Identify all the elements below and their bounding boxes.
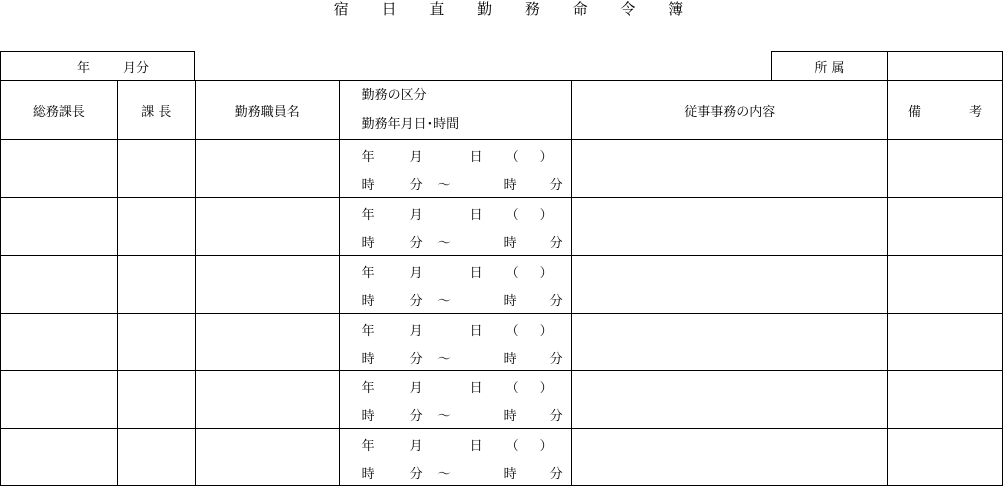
cell-duty-content[interactable] xyxy=(572,140,888,198)
dt-hour-start: 時 xyxy=(361,294,375,309)
dt-hour-end: 時 xyxy=(503,467,517,482)
header-section-chief: 課 長 xyxy=(117,81,195,140)
dt-hour-end: 時 xyxy=(503,236,517,251)
dt-paren-close: ） xyxy=(539,208,553,223)
dt-hour-end: 時 xyxy=(503,294,517,309)
header-staff-name: 勤務職員名 xyxy=(195,81,339,140)
affiliation-field[interactable] xyxy=(887,51,1003,81)
document-title: 宿 日 直 勤 務 命 令 簿 xyxy=(333,0,698,18)
dt-tilde: ～ xyxy=(437,294,451,309)
dt-paren-open: （ xyxy=(505,381,519,396)
dt-day: 日 xyxy=(469,324,483,339)
dt-tilde: ～ xyxy=(437,352,451,367)
cell-section-chief[interactable] xyxy=(117,198,195,256)
cell-duty-datetime[interactable] xyxy=(339,256,572,314)
dt-minute-start: 分 xyxy=(409,236,423,251)
dt-day: 日 xyxy=(469,381,483,396)
cell-section-chief[interactable] xyxy=(117,256,195,314)
dt-minute-start: 分 xyxy=(409,178,423,193)
table-row xyxy=(1,371,1003,429)
cell-section-chief[interactable] xyxy=(117,140,195,198)
cell-duty-content[interactable] xyxy=(572,198,888,256)
table-row xyxy=(1,198,1003,256)
table-row xyxy=(1,256,1003,314)
dt-month: 月 xyxy=(409,381,423,396)
cell-section-chief[interactable] xyxy=(117,429,195,486)
cell-duty-content[interactable] xyxy=(572,314,888,371)
dt-paren-close: ） xyxy=(539,439,553,454)
cell-staff-name[interactable] xyxy=(195,140,339,198)
dt-month: 月 xyxy=(409,439,423,454)
cell-remarks[interactable] xyxy=(888,140,1003,198)
header-duty xyxy=(339,81,572,140)
dt-hour-start: 時 xyxy=(361,236,375,251)
dt-minute-start: 分 xyxy=(409,294,423,309)
dt-month: 月 xyxy=(409,266,423,281)
dt-year: 年 xyxy=(361,381,375,396)
cell-duty-datetime[interactable] xyxy=(339,429,572,486)
cell-remarks[interactable] xyxy=(888,371,1003,429)
dt-paren-close: ） xyxy=(539,324,553,339)
dt-paren-close: ） xyxy=(539,150,553,165)
dt-paren-open: （ xyxy=(505,208,519,223)
cell-general-affairs-chief[interactable] xyxy=(1,256,118,314)
dt-day: 日 xyxy=(469,150,483,165)
cell-staff-name[interactable] xyxy=(195,429,339,486)
dt-hour-start: 時 xyxy=(361,178,375,193)
cell-duty-datetime[interactable] xyxy=(339,140,572,198)
header-duty-type: 勤務の区分 xyxy=(361,88,427,103)
month-label: 月分 xyxy=(123,60,150,76)
header-duty-content: 従事事務の内容 xyxy=(572,81,888,140)
dt-minute-end: 分 xyxy=(549,352,563,367)
dt-tilde: ～ xyxy=(437,409,451,424)
dt-minute-end: 分 xyxy=(549,236,563,251)
table-row xyxy=(1,314,1003,371)
header-general-affairs-chief: 総務課長 xyxy=(1,81,118,140)
table-row xyxy=(1,429,1003,486)
cell-staff-name[interactable] xyxy=(195,314,339,371)
table-row xyxy=(1,140,1003,198)
dt-paren-close: ） xyxy=(539,381,553,396)
header-row xyxy=(1,81,1003,140)
cell-general-affairs-chief[interactable] xyxy=(1,314,118,371)
dt-tilde: ～ xyxy=(437,236,451,251)
cell-remarks[interactable] xyxy=(888,429,1003,486)
cell-duty-content[interactable] xyxy=(572,429,888,486)
dt-month: 月 xyxy=(409,208,423,223)
cell-staff-name[interactable] xyxy=(195,371,339,429)
header-remarks xyxy=(888,81,1003,140)
dt-minute-end: 分 xyxy=(549,294,563,309)
dt-tilde: ～ xyxy=(437,178,451,193)
dt-year: 年 xyxy=(361,266,375,281)
cell-general-affairs-chief[interactable] xyxy=(1,371,118,429)
cell-duty-datetime[interactable] xyxy=(339,314,572,371)
cell-remarks[interactable] xyxy=(888,198,1003,256)
dt-tilde: ～ xyxy=(437,467,451,482)
dt-hour-end: 時 xyxy=(503,409,517,424)
dt-minute-end: 分 xyxy=(549,467,563,482)
dt-paren-open: （ xyxy=(505,439,519,454)
dt-paren-close: ） xyxy=(539,266,553,281)
dt-hour-end: 時 xyxy=(503,178,517,193)
dt-hour-end: 時 xyxy=(503,352,517,367)
dt-minute-start: 分 xyxy=(409,352,423,367)
duty-order-table xyxy=(0,80,1003,486)
dt-day: 日 xyxy=(469,208,483,223)
dt-year: 年 xyxy=(361,208,375,223)
dt-day: 日 xyxy=(469,266,483,281)
header-remarks-1: 備 xyxy=(907,104,921,120)
dt-minute-start: 分 xyxy=(409,409,423,424)
dt-paren-open: （ xyxy=(505,266,519,281)
dt-hour-start: 時 xyxy=(361,467,375,482)
dt-hour-start: 時 xyxy=(361,352,375,367)
cell-remarks[interactable] xyxy=(888,256,1003,314)
cell-duty-datetime[interactable] xyxy=(339,371,572,429)
dt-year: 年 xyxy=(361,439,375,454)
dt-minute-end: 分 xyxy=(549,178,563,193)
year-month-box[interactable] xyxy=(0,51,195,81)
cell-general-affairs-chief[interactable] xyxy=(1,198,118,256)
cell-staff-name[interactable] xyxy=(195,256,339,314)
cell-general-affairs-chief[interactable] xyxy=(1,429,118,486)
cell-remarks[interactable] xyxy=(888,314,1003,371)
affiliation-label: 所 属 xyxy=(771,51,888,81)
table-body xyxy=(1,140,1003,486)
cell-section-chief[interactable] xyxy=(117,314,195,371)
dt-paren-open: （ xyxy=(505,324,519,339)
dt-minute-start: 分 xyxy=(409,467,423,482)
dt-day: 日 xyxy=(469,439,483,454)
dt-minute-end: 分 xyxy=(549,409,563,424)
cell-staff-name[interactable] xyxy=(195,198,339,256)
header-duty-datetime: 勤務年月日･時間 xyxy=(361,117,460,132)
cell-general-affairs-chief[interactable] xyxy=(1,140,118,198)
dt-year: 年 xyxy=(361,324,375,339)
dt-month: 月 xyxy=(409,324,423,339)
cell-duty-datetime[interactable] xyxy=(339,198,572,256)
dt-month: 月 xyxy=(409,150,423,165)
cell-section-chief[interactable] xyxy=(117,371,195,429)
dt-paren-open: （ xyxy=(505,150,519,165)
dt-year: 年 xyxy=(361,150,375,165)
year-label: 年 xyxy=(77,60,91,76)
cell-duty-content[interactable] xyxy=(572,256,888,314)
header-remarks-2: 考 xyxy=(969,104,983,120)
dt-hour-start: 時 xyxy=(361,409,375,424)
cell-duty-content[interactable] xyxy=(572,371,888,429)
